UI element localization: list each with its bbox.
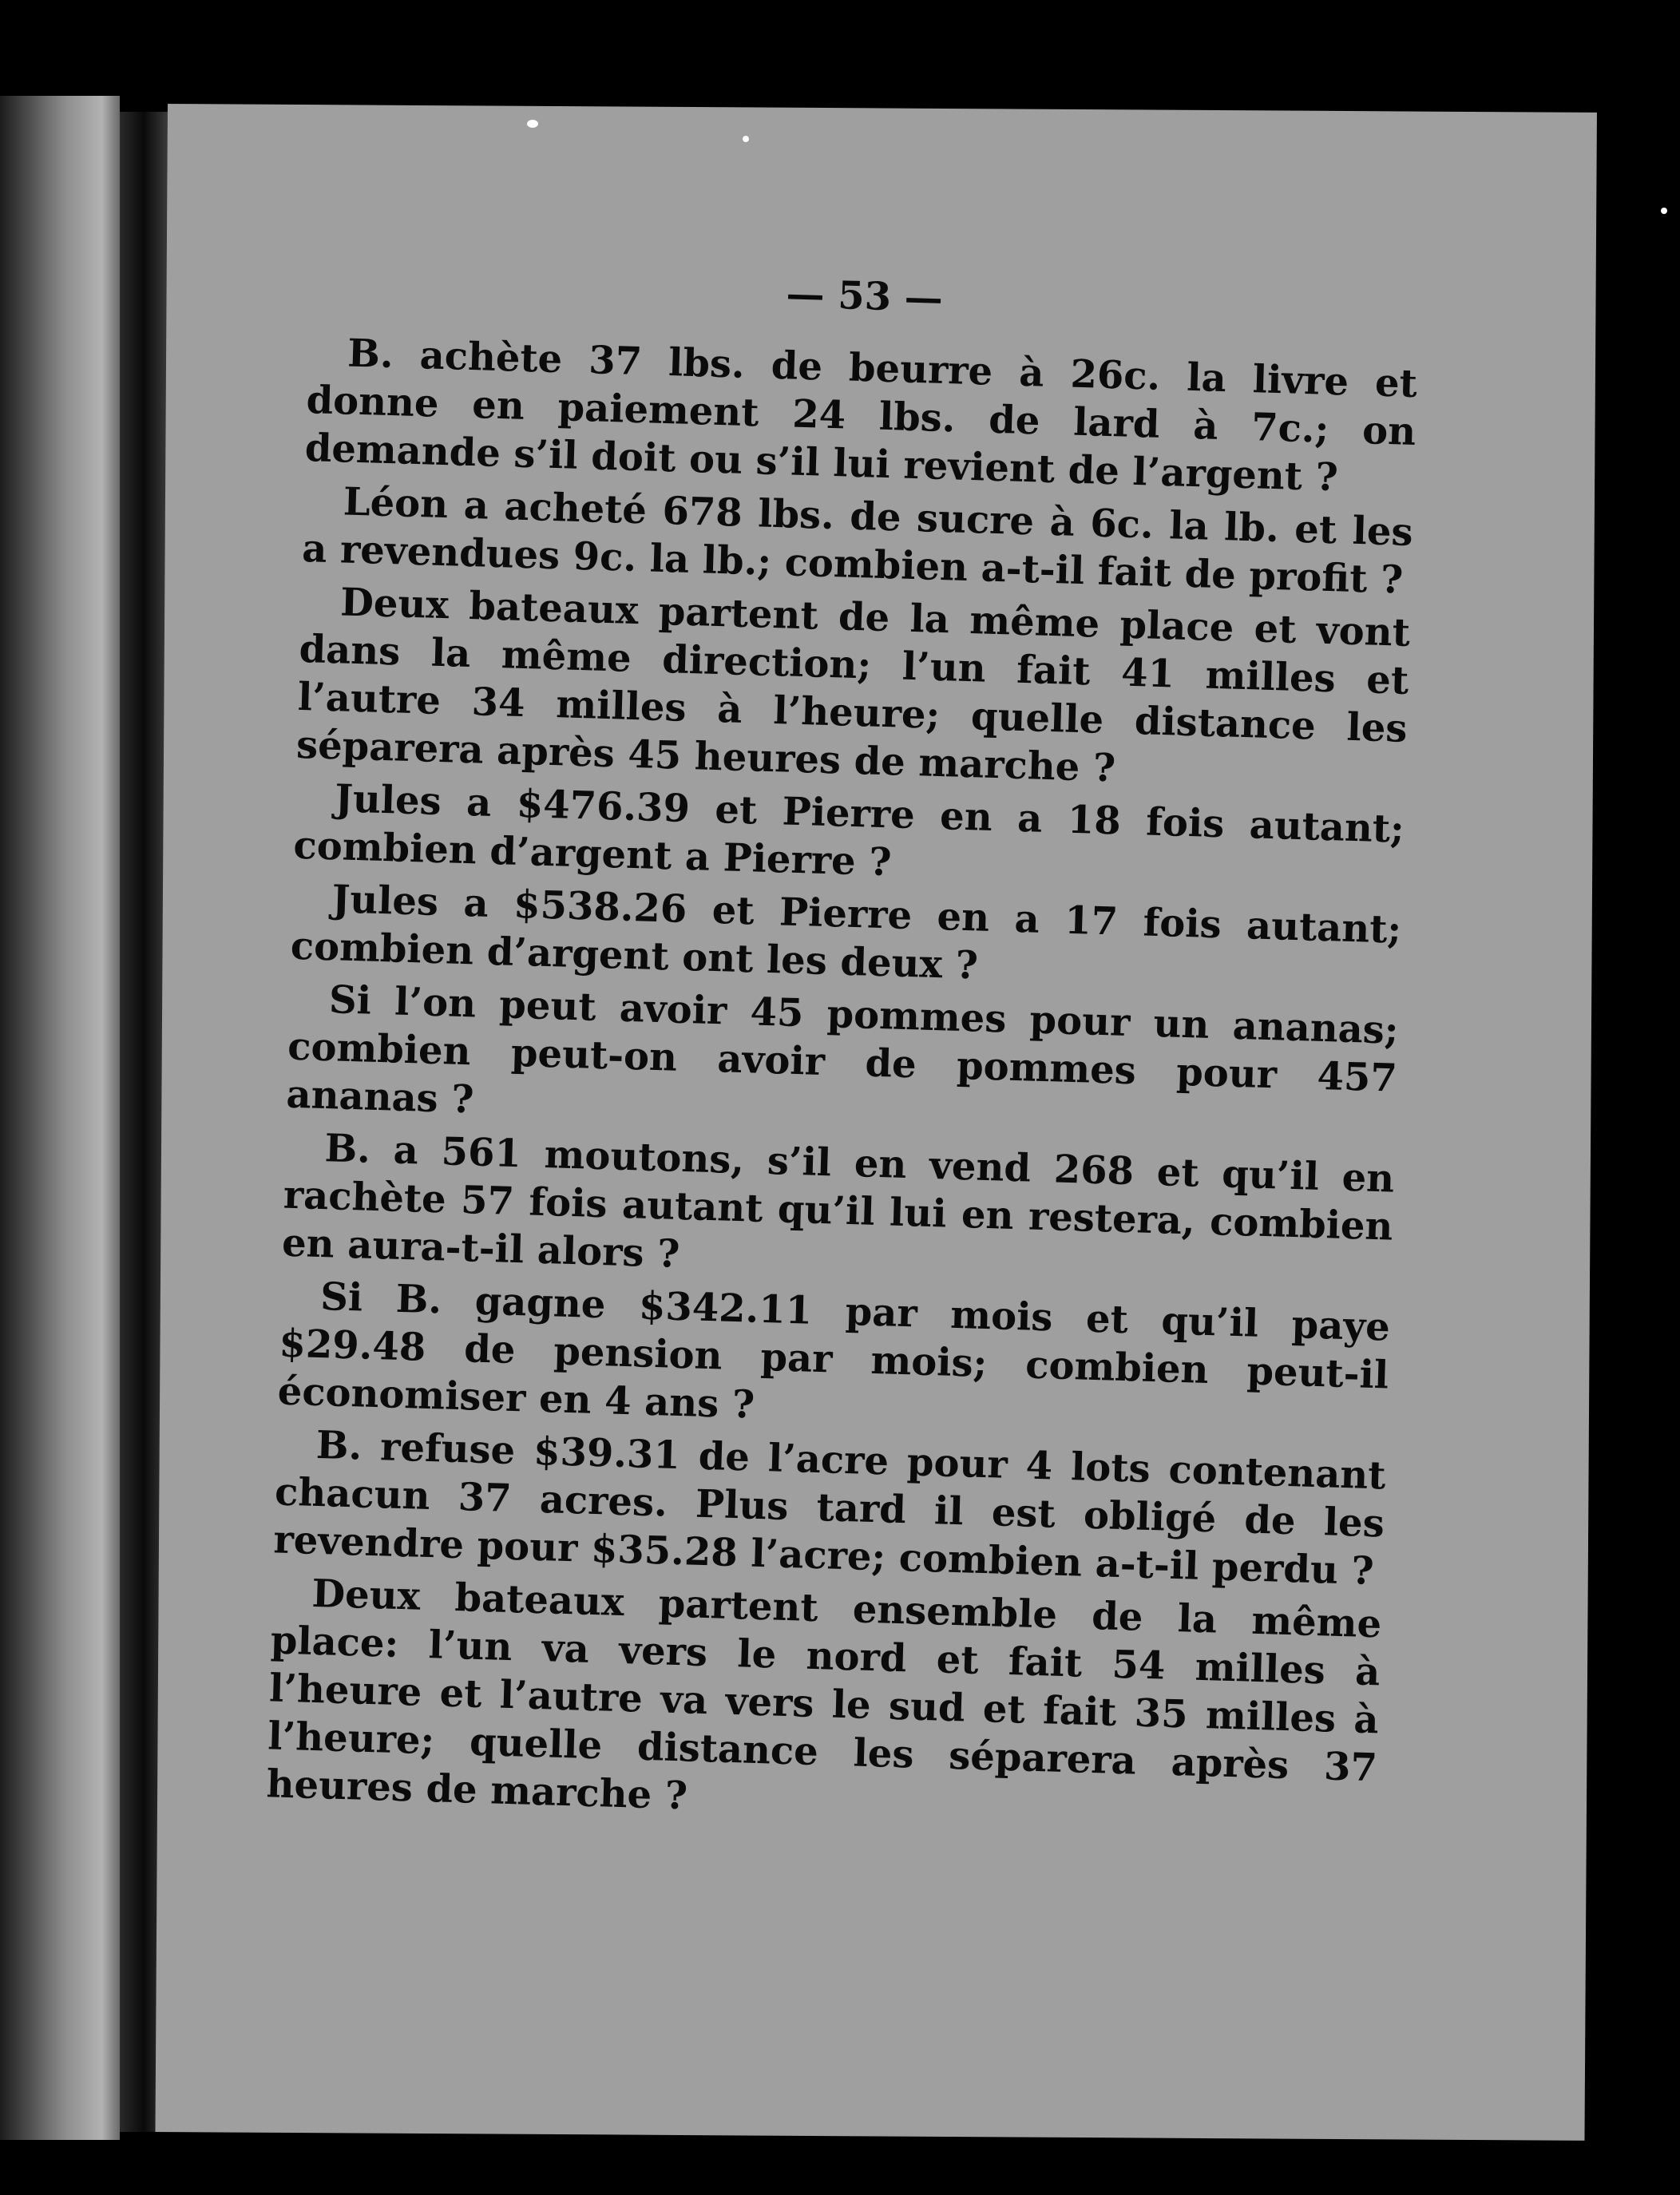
problem-paragraph: Jules a $476.39 et Pierre en a 18 fois autant; combien d’argent a Pierre ? [292,776,1405,886]
problem-paragraph: Si B. gagne $342.11 par mois et qu’il paye $29.48 de pension par mois; combien peut-il économiser en 4 ans ? [277,1274,1391,1428]
left-page-edge [0,96,120,2140]
problem-paragraph: Deux bateaux partent ensemble de la même place: l’un va vers le nord et fait 54 milles à l’heure et l’autre va vers le sud et fait 35 milles à l’heure; quelle distance les séparera après 37 heures de marche ? [265,1571,1382,1819]
problem-paragraph: B. a 561 moutons, s’il en vend 268 et qu’il en rachète 57 fois autant qu’il lui en restera, combien en aura-t-il alors ? [281,1126,1395,1277]
problem-paragraph: Si l’on peut avoir 45 pommes pour un ananas; combien peut-on avoir de pommes pour 457 ananas ? [285,977,1400,1123]
right-page [155,104,1596,2141]
scan-speck [527,120,538,128]
problem-paragraph: B. achète 37 lbs. de beurre à 26c. la livre et donne en paiement 24 lbs. de lard à 7c.; on demande s’il doit ou s’il lui revient de l’argent ? [304,331,1418,501]
scan-speck [1661,208,1667,214]
problem-paragraph: B. refuse $39.31 de l’acre pour 4 lots contenant chacun 37 acres. Plus tard il est obligé de les revendre pour $35.28 l’acre; combien a-t-il perdu ? [272,1422,1387,1595]
scan-speck [743,136,749,142]
problem-paragraph: Léon a acheté 678 lbs. de sucre à 6c. la lb. et les a revendues 9c. la lb.; combien a-t-il fait de profit ? [301,479,1414,603]
page-text [266,256,1420,1844]
page-number: — 53 — [785,271,944,321]
problem-paragraph: Jules a $538.26 et Pierre en a 17 fois autant; combien d’argent ont les deux ? [290,877,1402,989]
problem-paragraph: Deux bateaux partent de la même place et vont dans la même direction; l’un fait 41 milles et l’autre 34 milles à l’heure; quelle distance les séparera après 45 heures de marche ? [295,580,1411,791]
